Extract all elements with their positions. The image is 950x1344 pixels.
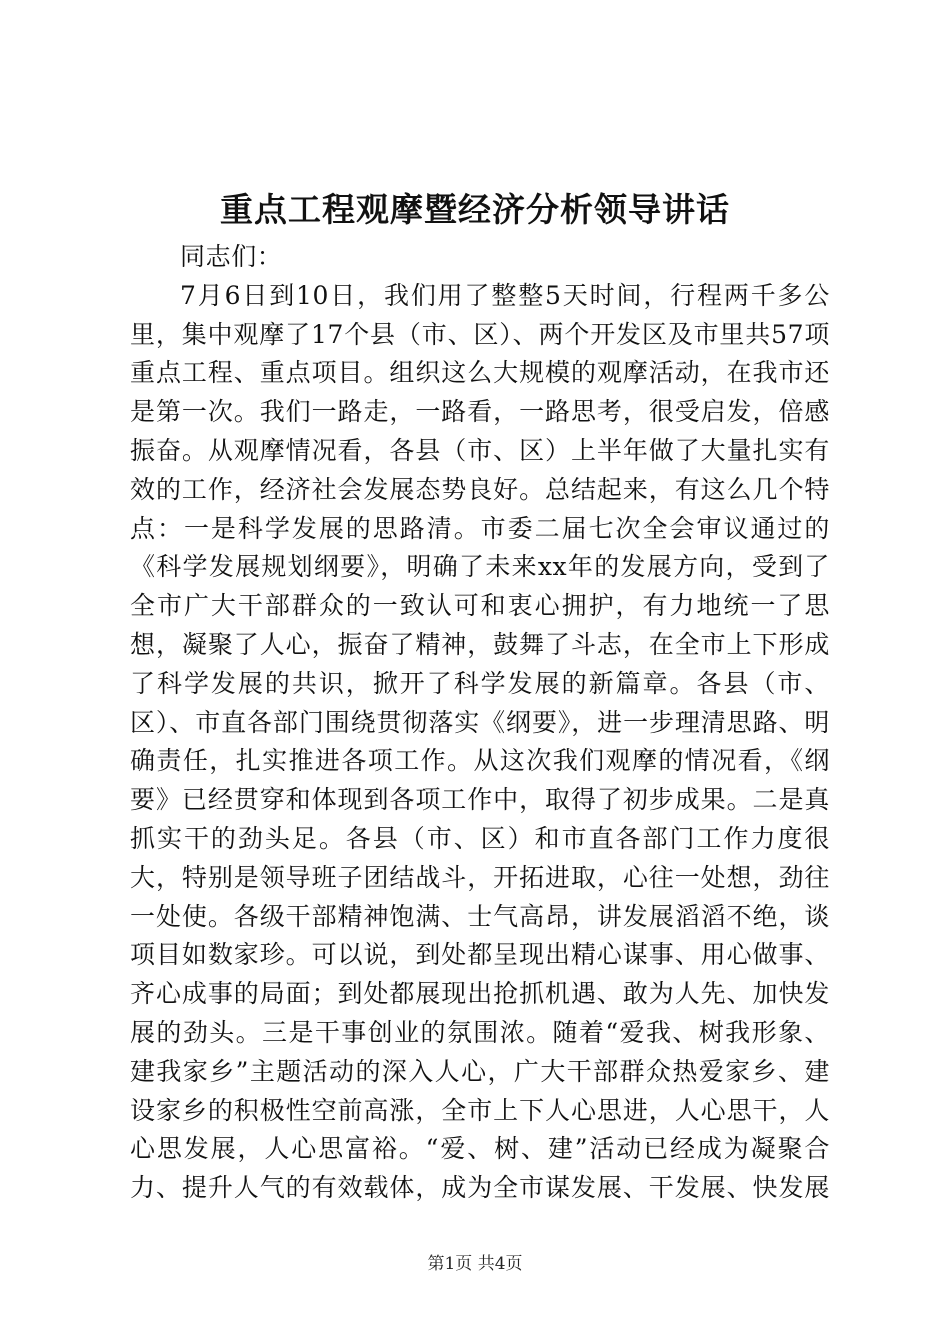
salutation: 同志们：	[180, 242, 283, 271]
document-body	[130, 238, 830, 1209]
document-title: 重点工程观摩暨经济分析领导讲话	[220, 190, 730, 229]
page-number-footer: 第1页 共4页	[427, 1254, 523, 1274]
body-paragraph: 7月6日到10日，我们用了整整5天时间，行程两千多公里，集中观摩了17个县（市、区）、两个开发区及市里共57项重点工程、重点项目。组织这么大规模的观摩活动，在我市还是第一次。我们一路走，一路看，一路思考，很受启发，倍感振奋。从观摩情况看，各县（市、区）上半年做了大量扎实有效的工作，经济社会发展态势良好。总结起来，有这么几个特点：一是科学发展的思路清。市委二届七次全会审议通过的《科学发展规划纲要》，明确了未来xx年的发展方向，受到了全市广大干部群众的一致认可和衷心拥护，有力地统一了思想，凝聚了人心，振奋了精神，鼓舞了斗志，在全市上下形成了科学发展的共识，掀开了科学发展的新篇章。各县（市、区）、市直各部门围绕贯彻落实《纲要》，进一步理清思路、明确责任，扎实推进各项工作。从这次我们观摩的情况看，《纲要》已经贯穿和体现到各项工作中，取得了初步成果。二是真抓实干的劲头足。各县（市、区）和市直各部门工作力度很大，特别是领导班子团结战斗，开拓进取，心往一处想，劲往一处使。各级干部精神饱满、士气高昂，讲发展滔滔不绝，谈项目如数家珍。可以说，到处都呈现出精心谋事、用心做事、齐心成事的局面；到处都展现出抢抓机遇、敢为人先、加快发展的劲头。三是干事创业的氛围浓。随着“爱我、树我形象、建我家乡”主题活动的深入人心，广大干部群众热爱家乡、建设家乡的积极性空前高涨，全市上下人心思进，人心思干，人心思发展，人心思富裕。“爱、树、建”活动已经成为凝聚合力、提升人气的有效载体，成为全市谋发展、干发展、快发展	[130, 280, 830, 1203]
